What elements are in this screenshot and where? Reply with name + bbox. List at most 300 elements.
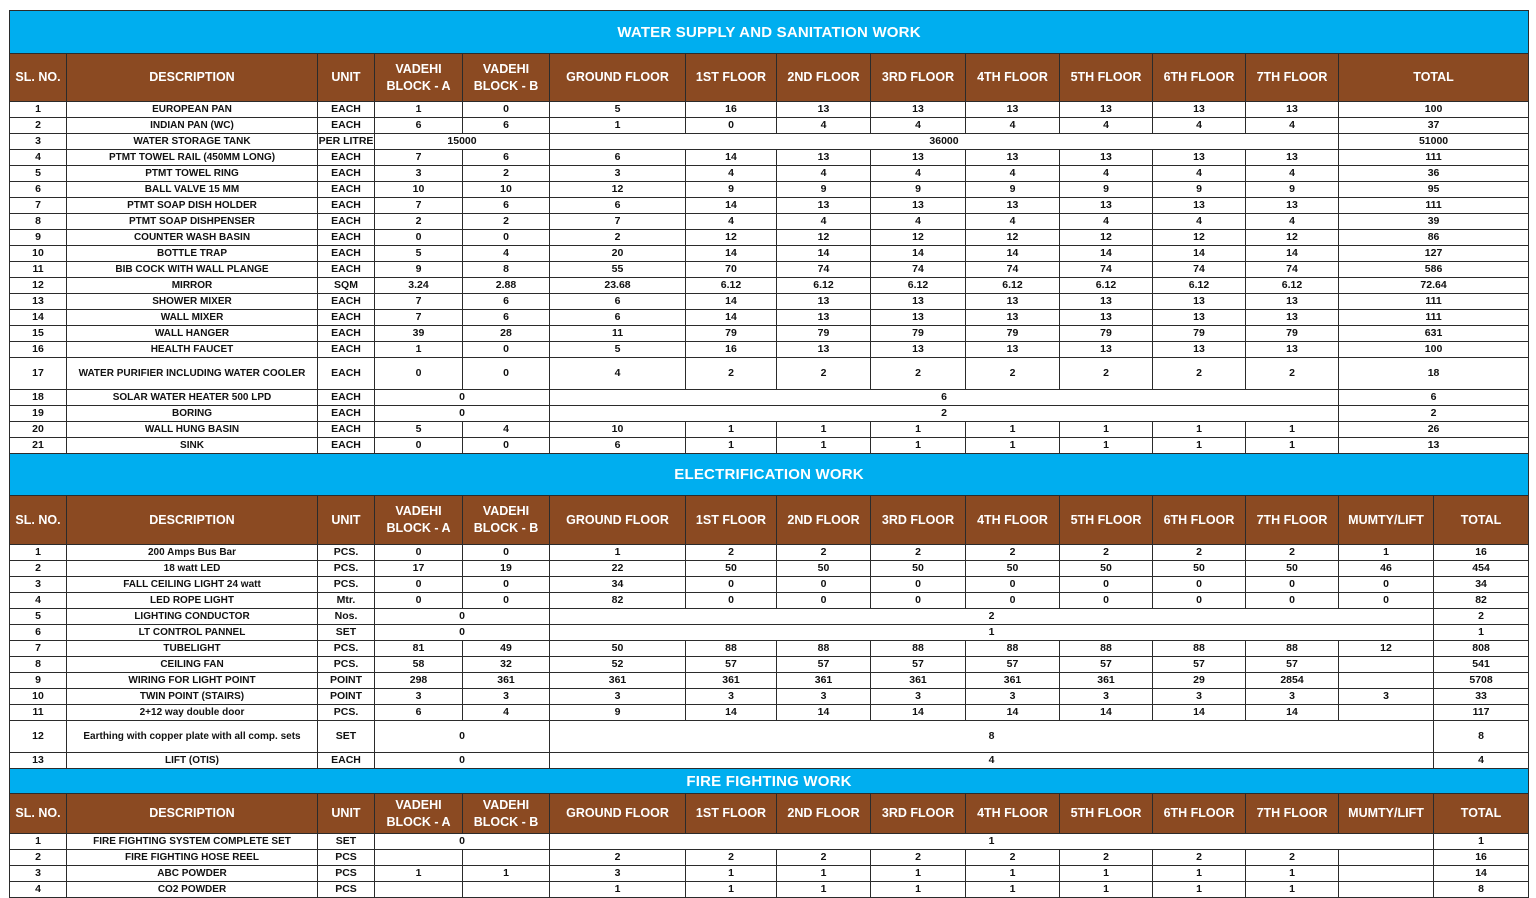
unit: PCS. (318, 545, 375, 561)
sl-no: 10 (10, 689, 67, 705)
unit: Nos. (318, 609, 375, 625)
quantity-cell: 14 (686, 246, 777, 262)
column-header: MUMTY/LIFT (1339, 496, 1434, 545)
total-value: 111 (1339, 198, 1529, 214)
table-row (10, 310, 1529, 326)
quantity-cell: 88 (1060, 641, 1153, 657)
column-header: 4TH FLOOR (966, 794, 1060, 834)
quantity-cell: 10 (375, 182, 463, 198)
sl-no: 3 (10, 577, 67, 593)
sl-no: 7 (10, 641, 67, 657)
column-header-line: VADEHI (482, 797, 530, 812)
sl-no: 1 (10, 545, 67, 561)
total-value: 33 (1434, 689, 1529, 705)
quantity-cell: 0 (1339, 593, 1434, 609)
unit: EACH (318, 358, 375, 390)
quantity-cell: 74 (777, 262, 871, 278)
total-value: 37 (1339, 118, 1529, 134)
quantity-cell: 14 (686, 294, 777, 310)
floors-value: 2 (550, 406, 1339, 422)
unit: EACH (318, 438, 375, 454)
sl-no: 16 (10, 342, 67, 358)
block-value: 0 (375, 834, 550, 850)
quantity-cell: 4 (966, 118, 1060, 134)
quantity-cell: 2 (966, 545, 1060, 561)
column-header: SL. NO. (10, 54, 67, 102)
description: Earthing with copper plate with all comp. sets (67, 721, 318, 753)
table-row (10, 278, 1529, 294)
quantity-cell: 88 (966, 641, 1060, 657)
quantity-cell: 4 (1153, 214, 1246, 230)
quantity-cell: 0 (463, 593, 550, 609)
quantity-cell: 1 (777, 438, 871, 454)
unit: EACH (318, 102, 375, 118)
quantity-cell: 0 (375, 358, 463, 390)
quantity-cell: 14 (1153, 246, 1246, 262)
quantity-cell: 1 (966, 438, 1060, 454)
sl-no: 2 (10, 561, 67, 577)
quantity-cell: 7 (375, 150, 463, 166)
quantity-cell: 3 (1060, 689, 1153, 705)
column-header: 4TH FLOOR (966, 496, 1060, 545)
quantity-cell: 79 (777, 326, 871, 342)
quantity-cell: 1 (550, 545, 686, 561)
column-header: 5TH FLOOR (1060, 794, 1153, 834)
description: FIRE FIGHTING SYSTEM COMPLETE SET (67, 834, 318, 850)
quantity-cell: 19 (463, 561, 550, 577)
quantity-cell: 3 (871, 689, 966, 705)
column-header (375, 54, 463, 102)
total-value: 8 (1434, 721, 1529, 753)
block-value: 15000 (375, 134, 550, 150)
header-row (10, 496, 1529, 545)
total-value: 111 (1339, 310, 1529, 326)
quantity-cell: 0 (1060, 577, 1153, 593)
unit: EACH (318, 182, 375, 198)
quantity-cell: 0 (1246, 577, 1339, 593)
quantity-cell: 9 (550, 705, 686, 721)
quantity-cell: 12 (550, 182, 686, 198)
quantity-cell: 3 (686, 689, 777, 705)
quantity-cell: 14 (777, 705, 871, 721)
column-header: 3RD FLOOR (871, 794, 966, 834)
quantity-cell (463, 882, 550, 898)
unit: EACH (318, 294, 375, 310)
quantity-cell: 23.68 (550, 278, 686, 294)
description: FALL CEILING LIGHT 24 watt (67, 577, 318, 593)
quantity-cell: 2 (1153, 358, 1246, 390)
table-row (10, 866, 1529, 882)
sl-no: 9 (10, 230, 67, 246)
table-row (10, 102, 1529, 118)
column-header-line: BLOCK - B (473, 78, 539, 93)
quantity-cell: 3 (375, 166, 463, 182)
quantity-cell (375, 882, 463, 898)
total-value: 541 (1434, 657, 1529, 673)
unit: EACH (318, 150, 375, 166)
table-row (10, 358, 1529, 390)
quantity-cell: 2 (1153, 545, 1246, 561)
quantity-cell: 14 (1060, 705, 1153, 721)
column-header: TOTAL (1434, 496, 1529, 545)
spreadsheet (9, 10, 1528, 898)
quantity-cell: 50 (777, 561, 871, 577)
description: 2+12 way double door (67, 705, 318, 721)
quantity-cell: 13 (777, 310, 871, 326)
description: LIFT (OTIS) (67, 753, 318, 769)
column-header: 1ST FLOOR (686, 54, 777, 102)
quantity-cell: 13 (1246, 310, 1339, 326)
quantity-cell: 3 (550, 689, 686, 705)
quantity-cell: 4 (686, 214, 777, 230)
column-header: 1ST FLOOR (686, 496, 777, 545)
boq-table (9, 10, 1529, 898)
quantity-cell: 10 (550, 422, 686, 438)
description: BALL VALVE 15 MM (67, 182, 318, 198)
column-header: 5TH FLOOR (1060, 54, 1153, 102)
quantity-cell: 1 (1246, 866, 1339, 882)
sl-no: 13 (10, 294, 67, 310)
header-row (10, 54, 1529, 102)
description: PTMT SOAP DISHPENSER (67, 214, 318, 230)
quantity-cell: 13 (871, 342, 966, 358)
quantity-cell: 0 (375, 577, 463, 593)
column-header-line: VADEHI (395, 504, 442, 518)
column-header (375, 496, 463, 545)
total-value: 14 (1434, 866, 1529, 882)
quantity-cell: 82 (550, 593, 686, 609)
quantity-cell: 4 (550, 358, 686, 390)
sl-no: 5 (10, 609, 67, 625)
quantity-cell: 1 (1060, 866, 1153, 882)
sl-no: 14 (10, 310, 67, 326)
table-row (10, 561, 1529, 577)
block-value: 0 (375, 721, 550, 753)
column-header (463, 54, 550, 102)
quantity-cell: 79 (686, 326, 777, 342)
quantity-cell: 2 (686, 358, 777, 390)
quantity-cell: 4 (871, 214, 966, 230)
quantity-cell: 2 (463, 214, 550, 230)
table-row (10, 390, 1529, 406)
table-row (10, 214, 1529, 230)
table-row (10, 721, 1529, 753)
quantity-cell: 13 (966, 310, 1060, 326)
quantity-cell: 50 (871, 561, 966, 577)
sl-no: 12 (10, 278, 67, 294)
quantity-cell: 6 (550, 198, 686, 214)
quantity-cell: 50 (550, 641, 686, 657)
sl-no: 8 (10, 657, 67, 673)
quantity-cell: 9 (966, 182, 1060, 198)
sl-no: 20 (10, 422, 67, 438)
quantity-cell: 49 (463, 641, 550, 657)
quantity-cell: 50 (1246, 561, 1339, 577)
description: WALL MIXER (67, 310, 318, 326)
quantity-cell: 57 (1153, 657, 1246, 673)
quantity-cell: 12 (871, 230, 966, 246)
unit: PCS. (318, 705, 375, 721)
column-header: UNIT (318, 496, 375, 545)
total-value: 16 (1434, 850, 1529, 866)
quantity-cell: 74 (1153, 262, 1246, 278)
total-value: 16 (1434, 545, 1529, 561)
quantity-cell: 4 (777, 166, 871, 182)
quantity-cell: 2 (871, 358, 966, 390)
quantity-cell: 13 (1246, 198, 1339, 214)
sl-no: 18 (10, 390, 67, 406)
column-header-line: VADEHI (395, 797, 442, 812)
quantity-cell: 2 (777, 850, 871, 866)
quantity-cell: 9 (1246, 182, 1339, 198)
quantity-cell: 1 (871, 866, 966, 882)
quantity-cell: 12 (686, 230, 777, 246)
column-header: GROUND FLOOR (550, 794, 686, 834)
quantity-cell: 2 (1060, 545, 1153, 561)
sl-no: 11 (10, 705, 67, 721)
description: INDIAN PAN (WC) (67, 118, 318, 134)
quantity-cell: 3 (463, 689, 550, 705)
quantity-cell: 1 (966, 866, 1060, 882)
quantity-cell: 88 (686, 641, 777, 657)
quantity-cell: 9 (777, 182, 871, 198)
unit: Mtr. (318, 593, 375, 609)
section-title: WATER SUPPLY AND SANITATION WORK (10, 11, 1529, 54)
sl-no: 6 (10, 625, 67, 641)
table-row (10, 326, 1529, 342)
description: CO2 POWDER (67, 882, 318, 898)
quantity-cell: 0 (871, 593, 966, 609)
quantity-cell: 1 (871, 422, 966, 438)
description: PTMT TOWEL RING (67, 166, 318, 182)
column-header: 7TH FLOOR (1246, 496, 1339, 545)
quantity-cell: 20 (550, 246, 686, 262)
description: PTMT TOWEL RAIL (450MM LONG) (67, 150, 318, 166)
total-value: 26 (1339, 422, 1529, 438)
table-row (10, 118, 1529, 134)
quantity-cell: 9 (1153, 182, 1246, 198)
unit: PCS. (318, 577, 375, 593)
quantity-cell (1339, 705, 1434, 721)
quantity-cell: 1 (686, 438, 777, 454)
quantity-cell: 13 (1246, 102, 1339, 118)
quantity-cell: 2 (966, 850, 1060, 866)
floors-value: 1 (550, 834, 1434, 850)
quantity-cell: 4 (777, 118, 871, 134)
quantity-cell: 1 (777, 422, 871, 438)
unit: EACH (318, 262, 375, 278)
table-row (10, 609, 1529, 625)
quantity-cell: 2 (966, 358, 1060, 390)
quantity-cell: 74 (966, 262, 1060, 278)
quantity-cell: 13 (1246, 150, 1339, 166)
table-row (10, 657, 1529, 673)
unit: EACH (318, 198, 375, 214)
quantity-cell: 361 (463, 673, 550, 689)
total-value: 39 (1339, 214, 1529, 230)
quantity-cell: 1 (686, 866, 777, 882)
description: SOLAR WATER HEATER 500 LPD (67, 390, 318, 406)
quantity-cell: 22 (550, 561, 686, 577)
quantity-cell: 5 (375, 422, 463, 438)
quantity-cell: 361 (1060, 673, 1153, 689)
quantity-cell: 32 (463, 657, 550, 673)
quantity-cell: 13 (966, 198, 1060, 214)
quantity-cell: 14 (871, 246, 966, 262)
quantity-cell: 9 (871, 182, 966, 198)
quantity-cell: 2 (550, 850, 686, 866)
quantity-cell: 1 (966, 422, 1060, 438)
quantity-cell: 0 (463, 102, 550, 118)
quantity-cell: 14 (966, 246, 1060, 262)
quantity-cell: 4 (1246, 166, 1339, 182)
column-header: 6TH FLOOR (1153, 496, 1246, 545)
quantity-cell: 2 (1246, 850, 1339, 866)
quantity-cell: 1 (871, 438, 966, 454)
column-header: SL. NO. (10, 496, 67, 545)
quantity-cell: 1 (777, 866, 871, 882)
table-row (10, 673, 1529, 689)
quantity-cell: 4 (1246, 118, 1339, 134)
quantity-cell: 3 (550, 166, 686, 182)
quantity-cell: 12 (1060, 230, 1153, 246)
quantity-cell: 81 (375, 641, 463, 657)
quantity-cell: 4 (463, 422, 550, 438)
sl-no: 2 (10, 850, 67, 866)
block-value: 0 (375, 625, 550, 641)
column-header: 3RD FLOOR (871, 54, 966, 102)
quantity-cell: 0 (777, 593, 871, 609)
table-row (10, 882, 1529, 898)
unit: EACH (318, 230, 375, 246)
quantity-cell: 0 (463, 438, 550, 454)
column-header: 5TH FLOOR (1060, 496, 1153, 545)
quantity-cell: 8 (463, 262, 550, 278)
total-value: 6 (1339, 390, 1529, 406)
column-header (463, 496, 550, 545)
unit: EACH (318, 342, 375, 358)
quantity-cell: 4 (871, 118, 966, 134)
quantity-cell: 0 (1153, 577, 1246, 593)
quantity-cell: 0 (463, 358, 550, 390)
quantity-cell: 46 (1339, 561, 1434, 577)
description: BORING (67, 406, 318, 422)
quantity-cell: 13 (871, 150, 966, 166)
section-title-row (10, 769, 1529, 794)
quantity-cell: 1 (777, 882, 871, 898)
quantity-cell: 1 (1153, 438, 1246, 454)
total-value: 34 (1434, 577, 1529, 593)
quantity-cell: 4 (1246, 214, 1339, 230)
quantity-cell: 0 (375, 438, 463, 454)
unit: PCS (318, 866, 375, 882)
quantity-cell: 1 (375, 342, 463, 358)
table-row (10, 406, 1529, 422)
sl-no: 6 (10, 182, 67, 198)
table-row (10, 262, 1529, 278)
table-row (10, 198, 1529, 214)
quantity-cell: 3 (1246, 689, 1339, 705)
total-value: 111 (1339, 150, 1529, 166)
quantity-cell: 0 (375, 545, 463, 561)
unit: SET (318, 834, 375, 850)
quantity-cell: 2 (1246, 545, 1339, 561)
quantity-cell: 13 (966, 102, 1060, 118)
column-header: 6TH FLOOR (1153, 54, 1246, 102)
quantity-cell: 1 (686, 422, 777, 438)
quantity-cell: 7 (375, 198, 463, 214)
quantity-cell: 3 (375, 689, 463, 705)
quantity-cell: 13 (1153, 294, 1246, 310)
quantity-cell: 1 (686, 882, 777, 898)
quantity-cell: 0 (463, 545, 550, 561)
quantity-cell: 361 (777, 673, 871, 689)
unit: PCS (318, 850, 375, 866)
column-header: TOTAL (1434, 794, 1529, 834)
quantity-cell: 1 (1060, 422, 1153, 438)
unit: EACH (318, 214, 375, 230)
quantity-cell: 4 (1153, 118, 1246, 134)
quantity-cell: 6.12 (1246, 278, 1339, 294)
sl-no: 8 (10, 214, 67, 230)
block-value: 0 (375, 753, 550, 769)
quantity-cell: 34 (550, 577, 686, 593)
quantity-cell: 2 (777, 545, 871, 561)
quantity-cell: 13 (777, 198, 871, 214)
quantity-cell: 13 (1060, 150, 1153, 166)
table-row (10, 230, 1529, 246)
quantity-cell: 1 (1153, 422, 1246, 438)
floors-value: 8 (550, 721, 1434, 753)
quantity-cell: 13 (966, 342, 1060, 358)
quantity-cell (375, 850, 463, 866)
total-value: 454 (1434, 561, 1529, 577)
unit: EACH (318, 326, 375, 342)
quantity-cell: 9 (1060, 182, 1153, 198)
column-header: DESCRIPTION (67, 496, 318, 545)
quantity-cell: 16 (686, 102, 777, 118)
quantity-cell: 17 (375, 561, 463, 577)
description: LT CONTROL PANNEL (67, 625, 318, 641)
quantity-cell: 13 (1060, 310, 1153, 326)
description: SHOWER MIXER (67, 294, 318, 310)
quantity-cell: 13 (777, 294, 871, 310)
quantity-cell: 13 (1153, 150, 1246, 166)
description: SINK (67, 438, 318, 454)
description: TWIN POINT (STAIRS) (67, 689, 318, 705)
description: BOTTLE TRAP (67, 246, 318, 262)
quantity-cell: 1 (871, 882, 966, 898)
sl-no: 2 (10, 118, 67, 134)
description: PTMT SOAP DISH HOLDER (67, 198, 318, 214)
table-row (10, 134, 1529, 150)
quantity-cell: 6 (550, 150, 686, 166)
quantity-cell: 57 (686, 657, 777, 673)
quantity-cell: 0 (966, 593, 1060, 609)
quantity-cell: 79 (871, 326, 966, 342)
quantity-cell: 13 (1060, 198, 1153, 214)
sl-no: 13 (10, 753, 67, 769)
quantity-cell: 7 (550, 214, 686, 230)
description: LED ROPE LIGHT (67, 593, 318, 609)
quantity-cell: 6 (463, 118, 550, 134)
total-value: 8 (1434, 882, 1529, 898)
unit: PER LITRE (318, 134, 375, 150)
quantity-cell: 6 (375, 118, 463, 134)
description: WATER STORAGE TANK (67, 134, 318, 150)
column-header-line: VADEHI (395, 61, 442, 76)
table-row (10, 182, 1529, 198)
